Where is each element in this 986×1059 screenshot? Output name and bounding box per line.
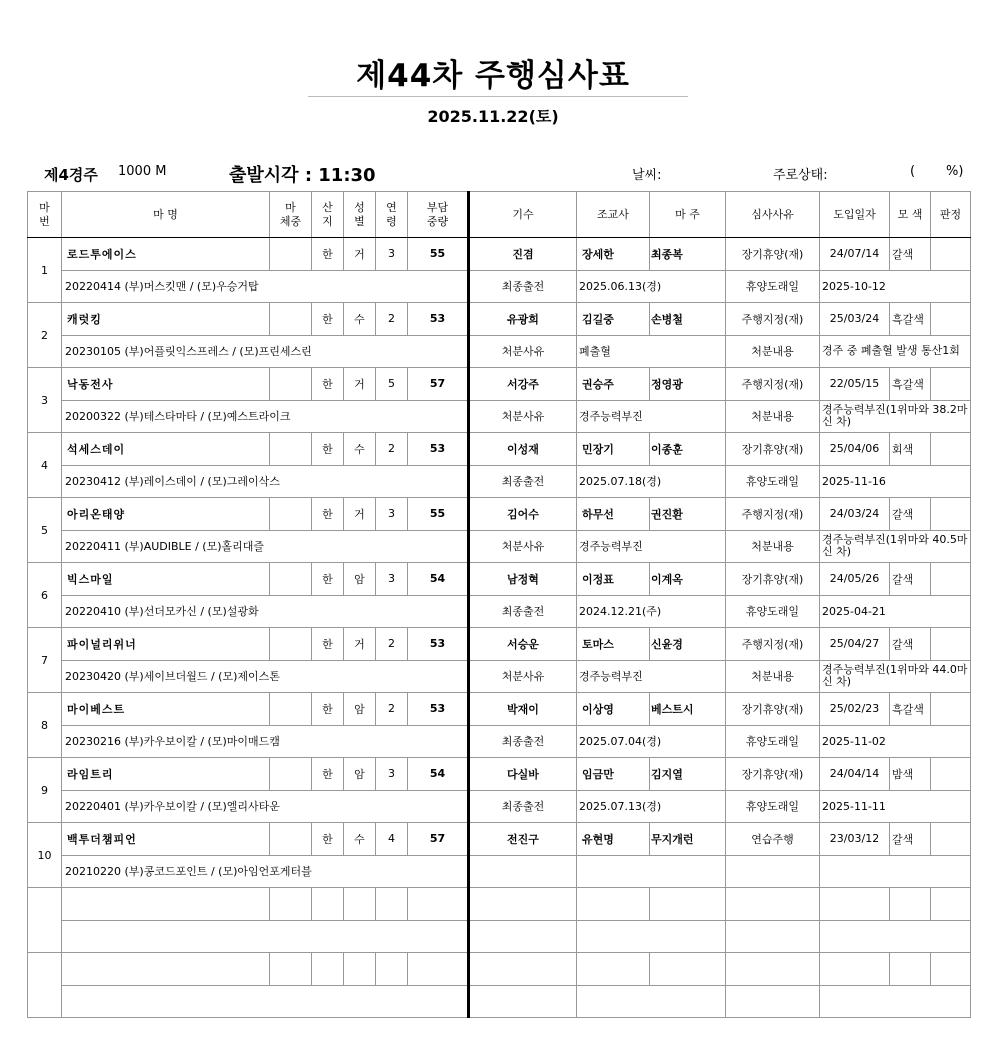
review-reason: 주행지정(재) <box>726 628 820 661</box>
horse-color: 갈색 <box>890 563 931 596</box>
owner-name: 최종복 <box>650 238 726 271</box>
trainer-name: 이상영 <box>577 693 650 726</box>
detail-value-1: 2025.07.18(경) <box>577 465 726 498</box>
trainer-name: 장세한 <box>577 238 650 271</box>
owner-name: 이계옥 <box>650 563 726 596</box>
horse-row-main <box>28 823 971 856</box>
horse-name: 캐럿킹 <box>62 303 270 336</box>
horse-row-detail <box>28 400 971 433</box>
empty-cell <box>650 888 726 921</box>
horse-age: 4 <box>376 823 408 856</box>
horse-burden: 55 <box>408 498 469 531</box>
review-reason: 장기휴양(재) <box>726 563 820 596</box>
col-header-color: 모 색 <box>890 192 931 238</box>
verdict-cell <box>931 823 971 856</box>
detail-label-2: 휴양도래일 <box>726 465 820 498</box>
horse-row-detail <box>28 270 971 303</box>
horse-color: 갈색 <box>890 628 931 661</box>
owner-name: 김지열 <box>650 758 726 791</box>
detail-value-2: 2025-10-12 <box>820 270 971 303</box>
empty-cell <box>820 953 890 986</box>
empty-cell <box>270 888 312 921</box>
horse-age: 3 <box>376 238 408 271</box>
empty-number <box>28 888 62 953</box>
import-date: 24/07/14 <box>820 238 890 271</box>
import-date: 25/04/06 <box>820 433 890 466</box>
empty-cell <box>820 920 971 953</box>
horse-weight <box>270 238 312 271</box>
verdict-cell <box>931 498 971 531</box>
detail-value-1: 2025.07.04(경) <box>577 725 726 758</box>
col-header-import-date: 도입일자 <box>820 192 890 238</box>
horse-origin: 한 <box>312 238 344 271</box>
detail-value-2: 경주능력부진(1위마와 38.2마신 차) <box>820 400 971 433</box>
col-header-origin: 산 지 <box>312 192 344 238</box>
empty-cell <box>890 888 931 921</box>
owner-name: 신윤경 <box>650 628 726 661</box>
horse-number: 10 <box>28 823 62 888</box>
import-date: 24/05/26 <box>820 563 890 596</box>
horse-color: 흑갈색 <box>890 368 931 401</box>
horse-sex: 거 <box>344 628 376 661</box>
horse-number: 8 <box>28 693 62 758</box>
empty-row <box>28 985 971 1018</box>
col-header-sex: 성 별 <box>344 192 376 238</box>
horse-row-detail <box>28 660 971 693</box>
detail-value-1: 경주능력부진 <box>577 400 726 433</box>
horse-burden: 57 <box>408 823 469 856</box>
horse-weight <box>270 433 312 466</box>
horse-number: 3 <box>28 368 62 433</box>
horse-row-main <box>28 628 971 661</box>
page-title: 제44차 주행심사표 <box>356 58 630 94</box>
pedigree: 20220401 (부)카우보이칼 / (모)엘리사타운 <box>62 790 469 823</box>
empty-cell <box>62 920 469 953</box>
track-condition-label: 주로상태: <box>773 168 828 183</box>
weather-label: 날씨: <box>632 168 662 183</box>
horse-name: 빅스마일 <box>62 563 270 596</box>
horse-row-detail <box>28 725 971 758</box>
detail-label-1: 최종출전 <box>469 725 577 758</box>
detail-value-1: 폐출혈 <box>577 335 726 368</box>
trainer-name: 유현명 <box>577 823 650 856</box>
owner-name: 손병철 <box>650 303 726 336</box>
empty-cell <box>62 888 270 921</box>
empty-row <box>28 920 971 953</box>
empty-cell <box>344 888 376 921</box>
horse-name: 낙동전사 <box>62 368 270 401</box>
empty-cell <box>270 953 312 986</box>
empty-cell <box>62 953 270 986</box>
horse-origin: 한 <box>312 433 344 466</box>
empty-number <box>28 953 62 1018</box>
start-time: 출발시각 : 11:30 <box>229 165 376 186</box>
detail-value-2: 2025-11-16 <box>820 465 971 498</box>
col-header-burden: 부담 중량 <box>408 192 469 238</box>
col-header-weight: 마 체중 <box>270 192 312 238</box>
empty-cell <box>376 953 408 986</box>
horse-row-main <box>28 563 971 596</box>
horse-weight <box>270 368 312 401</box>
horse-color: 흑갈색 <box>890 303 931 336</box>
empty-cell <box>577 888 650 921</box>
horse-name: 마이베스트 <box>62 693 270 726</box>
verdict-cell <box>931 303 971 336</box>
jockey-name: 서승운 <box>469 628 577 661</box>
horse-color: 갈색 <box>890 238 931 271</box>
verdict-cell <box>931 368 971 401</box>
review-reason: 주행지정(재) <box>726 303 820 336</box>
review-reason: 장기휴양(재) <box>726 433 820 466</box>
import-date: 24/03/24 <box>820 498 890 531</box>
verdict-cell <box>931 433 971 466</box>
horse-origin: 한 <box>312 758 344 791</box>
pedigree: 20200322 (부)테스타마타 / (모)예스트라이크 <box>62 400 469 433</box>
detail-label-1: 최종출전 <box>469 465 577 498</box>
pedigree: 20220411 (부)AUDIBLE / (모)홀리대즐 <box>62 530 469 563</box>
verdict-cell <box>931 563 971 596</box>
detail-value-2: 2025-11-11 <box>820 790 971 823</box>
empty-cell <box>469 985 577 1018</box>
verdict-cell <box>931 628 971 661</box>
horse-origin: 한 <box>312 693 344 726</box>
pedigree: 20210220 (부)콩코드포인트 / (모)아임언포게터블 <box>62 855 469 888</box>
empty-cell <box>312 888 344 921</box>
horse-sex: 암 <box>344 693 376 726</box>
col-header-no: 마 번 <box>28 192 62 238</box>
detail-label-1: 최종출전 <box>469 270 577 303</box>
track-percent-close: %) <box>946 164 964 179</box>
import-date: 25/02/23 <box>820 693 890 726</box>
horse-age: 2 <box>376 693 408 726</box>
horse-row-main <box>28 433 971 466</box>
empty-row <box>28 888 971 921</box>
horse-number: 6 <box>28 563 62 628</box>
owner-name: 베스트시 <box>650 693 726 726</box>
detail-value-1: 2025.07.13(경) <box>577 790 726 823</box>
pedigree: 20220410 (부)선더모카신 / (모)설광화 <box>62 595 469 628</box>
empty-cell <box>312 953 344 986</box>
jockey-name: 유광희 <box>469 303 577 336</box>
jockey-name: 이성재 <box>469 433 577 466</box>
col-header-age: 연 령 <box>376 192 408 238</box>
empty-cell <box>931 953 971 986</box>
jockey-name: 서강주 <box>469 368 577 401</box>
detail-label-1: 처분사유 <box>469 335 577 368</box>
empty-cell <box>726 953 820 986</box>
empty-cell <box>650 953 726 986</box>
horse-row-main <box>28 238 971 271</box>
review-reason: 주행지정(재) <box>726 368 820 401</box>
review-table <box>27 191 971 1018</box>
horse-name: 로드투에이스 <box>62 238 270 271</box>
empty-cell <box>577 920 726 953</box>
detail-label-2: 처분내용 <box>726 530 820 563</box>
horse-sex: 암 <box>344 563 376 596</box>
detail-value-1: 경주능력부진 <box>577 530 726 563</box>
horse-weight <box>270 693 312 726</box>
detail-label-1: 처분사유 <box>469 530 577 563</box>
horse-sex: 암 <box>344 758 376 791</box>
detail-label-2: 휴양도래일 <box>726 270 820 303</box>
owner-name: 이종훈 <box>650 433 726 466</box>
trainer-name: 민장기 <box>577 433 650 466</box>
import-date: 23/03/12 <box>820 823 890 856</box>
detail-value-2: 2025-04-21 <box>820 595 971 628</box>
detail-value-2 <box>820 855 971 888</box>
trainer-name: 하무선 <box>577 498 650 531</box>
horse-sex: 수 <box>344 303 376 336</box>
horse-row-detail <box>28 530 971 563</box>
pedigree: 20230216 (부)카우보이칼 / (모)마이매드캠 <box>62 725 469 758</box>
race-date: 2025.11.22(토) <box>427 107 559 126</box>
empty-cell <box>820 985 971 1018</box>
horse-origin: 한 <box>312 563 344 596</box>
horse-name: 아리온태양 <box>62 498 270 531</box>
detail-value-2: 2025-11-02 <box>820 725 971 758</box>
verdict-cell <box>931 758 971 791</box>
horse-weight <box>270 823 312 856</box>
horse-number: 4 <box>28 433 62 498</box>
pedigree: 20230420 (부)세이브더월드 / (모)제이스톤 <box>62 660 469 693</box>
horse-number: 5 <box>28 498 62 563</box>
jockey-name: 진겸 <box>469 238 577 271</box>
trainer-name: 임금만 <box>577 758 650 791</box>
race-number: 제4경주 <box>44 166 98 184</box>
horse-row-detail <box>28 465 971 498</box>
empty-cell <box>820 888 890 921</box>
pedigree: 20230105 (부)어플릿익스프레스 / (모)프린세스린 <box>62 335 469 368</box>
horse-sex: 거 <box>344 238 376 271</box>
empty-cell <box>469 920 577 953</box>
jockey-name: 김어수 <box>469 498 577 531</box>
review-reason: 연습주행 <box>726 823 820 856</box>
horse-row-main <box>28 758 971 791</box>
horse-burden: 54 <box>408 758 469 791</box>
empty-cell <box>469 888 577 921</box>
horse-row-detail <box>28 595 971 628</box>
pedigree: 20220414 (부)머스킷맨 / (모)우승거탑 <box>62 270 469 303</box>
horse-color: 회색 <box>890 433 931 466</box>
race-distance: 1000 M <box>118 164 167 179</box>
detail-label-1: 처분사유 <box>469 660 577 693</box>
horse-row-detail <box>28 335 971 368</box>
horse-age: 3 <box>376 758 408 791</box>
empty-cell <box>408 888 469 921</box>
horse-row-main <box>28 498 971 531</box>
jockey-name: 남정혁 <box>469 563 577 596</box>
detail-value-1: 경주능력부진 <box>577 660 726 693</box>
jockey-name: 전진구 <box>469 823 577 856</box>
horse-weight <box>270 498 312 531</box>
table-header-row <box>28 192 971 238</box>
horse-color: 갈색 <box>890 823 931 856</box>
detail-label-2: 처분내용 <box>726 335 820 368</box>
detail-label-1: 최종출전 <box>469 790 577 823</box>
pedigree: 20230412 (부)레이스데이 / (모)그레이삭스 <box>62 465 469 498</box>
detail-label-2: 휴양도래일 <box>726 725 820 758</box>
col-header-trainer: 조교사 <box>577 192 650 238</box>
verdict-cell <box>931 238 971 271</box>
empty-cell <box>726 888 820 921</box>
horse-color: 흑갈색 <box>890 693 931 726</box>
detail-label-1 <box>469 855 577 888</box>
review-reason: 주행지정(재) <box>726 498 820 531</box>
horse-age: 2 <box>376 628 408 661</box>
empty-cell <box>577 985 726 1018</box>
trainer-name: 권승주 <box>577 368 650 401</box>
horse-sex: 수 <box>344 433 376 466</box>
horse-burden: 53 <box>408 628 469 661</box>
horse-color: 갈색 <box>890 498 931 531</box>
empty-cell <box>726 985 820 1018</box>
detail-label-2: 처분내용 <box>726 400 820 433</box>
horse-age: 2 <box>376 303 408 336</box>
detail-value-1 <box>577 855 726 888</box>
empty-cell <box>931 888 971 921</box>
horse-row-main <box>28 368 971 401</box>
detail-label-2: 휴양도래일 <box>726 595 820 628</box>
import-date: 24/04/14 <box>820 758 890 791</box>
horse-sex: 수 <box>344 823 376 856</box>
horse-number: 2 <box>28 303 62 368</box>
detail-value-1: 2025.06.13(경) <box>577 270 726 303</box>
horse-origin: 한 <box>312 303 344 336</box>
detail-label-2: 처분내용 <box>726 660 820 693</box>
jockey-name: 다실바 <box>469 758 577 791</box>
horse-weight <box>270 628 312 661</box>
empty-cell <box>890 953 931 986</box>
horse-burden: 57 <box>408 368 469 401</box>
horse-burden: 53 <box>408 433 469 466</box>
owner-name: 정영광 <box>650 368 726 401</box>
horse-origin: 한 <box>312 628 344 661</box>
horse-burden: 54 <box>408 563 469 596</box>
empty-cell <box>344 953 376 986</box>
horse-name: 석세스데이 <box>62 433 270 466</box>
title-underline <box>308 96 688 97</box>
horse-age: 2 <box>376 433 408 466</box>
horse-age: 5 <box>376 368 408 401</box>
horse-weight <box>270 563 312 596</box>
trainer-name: 토마스 <box>577 628 650 661</box>
empty-row <box>28 953 971 986</box>
review-reason: 장기휴양(재) <box>726 758 820 791</box>
horse-weight <box>270 758 312 791</box>
horse-burden: 53 <box>408 303 469 336</box>
horse-number: 9 <box>28 758 62 823</box>
empty-cell <box>726 920 820 953</box>
horse-burden: 53 <box>408 693 469 726</box>
horse-name: 라임트리 <box>62 758 270 791</box>
empty-cell <box>408 953 469 986</box>
horse-name: 백투더챔피언 <box>62 823 270 856</box>
horse-origin: 한 <box>312 498 344 531</box>
import-date: 25/03/24 <box>820 303 890 336</box>
horse-sex: 거 <box>344 498 376 531</box>
horse-age: 3 <box>376 563 408 596</box>
import-date: 25/04/27 <box>820 628 890 661</box>
horse-age: 3 <box>376 498 408 531</box>
empty-cell <box>577 953 650 986</box>
col-header-reason: 심사사유 <box>726 192 820 238</box>
col-header-owner: 마 주 <box>650 192 726 238</box>
horse-sex: 거 <box>344 368 376 401</box>
horse-row-main <box>28 693 971 726</box>
horse-color: 밤색 <box>890 758 931 791</box>
jockey-name: 박재이 <box>469 693 577 726</box>
trainer-name: 이정표 <box>577 563 650 596</box>
horse-origin: 한 <box>312 368 344 401</box>
detail-value-2: 경주 중 폐출혈 발생 통산1회 <box>820 335 971 368</box>
detail-label-2: 휴양도래일 <box>726 790 820 823</box>
col-header-verdict: 판정 <box>931 192 971 238</box>
horse-row-main <box>28 303 971 336</box>
empty-cell <box>376 888 408 921</box>
detail-value-1: 2024.12.21(주) <box>577 595 726 628</box>
detail-value-2: 경주능력부진(1위마와 44.0마신 차) <box>820 660 971 693</box>
col-header-name: 마 명 <box>62 192 270 238</box>
empty-cell <box>469 953 577 986</box>
horse-row-detail <box>28 790 971 823</box>
review-reason: 장기휴양(재) <box>726 693 820 726</box>
horse-origin: 한 <box>312 823 344 856</box>
horse-number: 7 <box>28 628 62 693</box>
detail-value-2: 경주능력부진(1위마와 40.5마신 차) <box>820 530 971 563</box>
col-header-jockey: 기수 <box>469 192 577 238</box>
owner-name: 무지개런 <box>650 823 726 856</box>
import-date: 22/05/15 <box>820 368 890 401</box>
detail-label-2 <box>726 855 820 888</box>
horse-burden: 55 <box>408 238 469 271</box>
verdict-cell <box>931 693 971 726</box>
horse-name: 파이널리위너 <box>62 628 270 661</box>
track-percent-open: ( <box>910 164 916 179</box>
trainer-name: 김길중 <box>577 303 650 336</box>
empty-cell <box>62 985 469 1018</box>
owner-name: 권진환 <box>650 498 726 531</box>
horse-row-detail <box>28 855 971 888</box>
detail-label-1: 최종출전 <box>469 595 577 628</box>
horse-number: 1 <box>28 238 62 303</box>
detail-label-1: 처분사유 <box>469 400 577 433</box>
review-reason: 장기휴양(재) <box>726 238 820 271</box>
horse-weight <box>270 303 312 336</box>
